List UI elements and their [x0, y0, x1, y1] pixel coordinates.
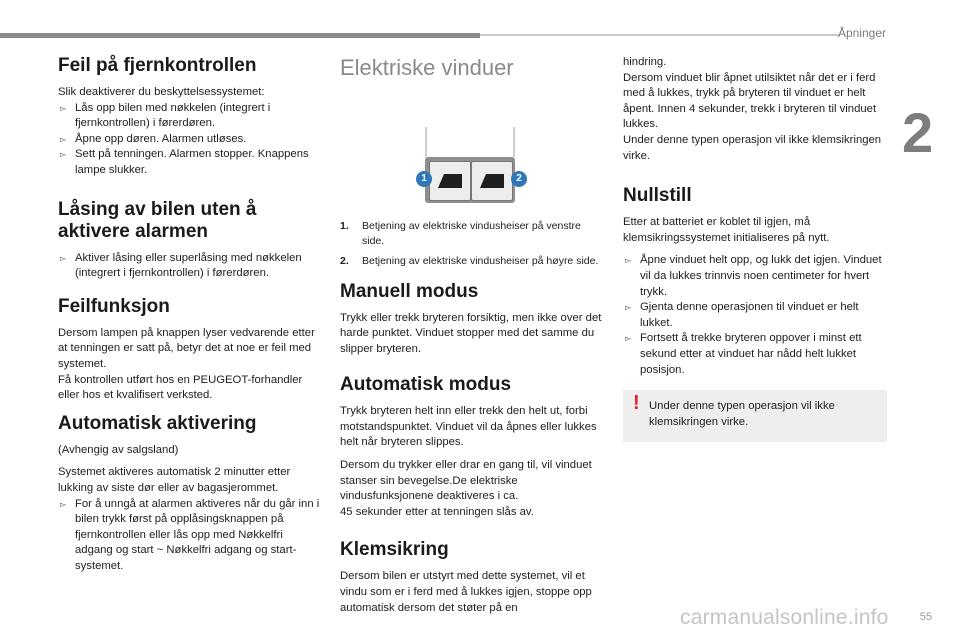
column-left: [58, 55, 320, 574]
door-trim-line: [513, 127, 515, 157]
numbered-item: [340, 254, 602, 269]
bullet-item: ▻ Fortsett å trekke bryteren oppover i minst ett sekund etter at vinduet har nådd helt lukket posisjon.: [623, 331, 887, 378]
reopen-note: Under denne typen operasjon vil ikke klemsikringen virke.: [623, 133, 882, 162]
bullet-item: ▻ Lås opp bilen med nøkkelen (integrert i fjernkontrollen) i førerdøren.: [58, 101, 320, 132]
item-text: Betjening av elektriske vindusheiser på høyre side.: [362, 255, 599, 267]
malfunction-text: Dersom lampen på knappen lyser vedvarende etter at tenningen er satt på, betyr det at noe er feil med systemet.: [58, 326, 315, 370]
column-right: [623, 55, 887, 442]
auto-activation-note: (Avhengig av salgsland): [58, 443, 179, 456]
warning-icon: !: [633, 392, 640, 415]
header-rule-dark: [0, 33, 480, 38]
heading-malfunction: Feilfunksjon: [58, 295, 170, 317]
numbered-item: [340, 219, 602, 248]
heading-reset: Nullstill: [623, 185, 692, 207]
callout-1: 1: [416, 171, 432, 187]
heading-electric-windows: Elektriske vinduer: [340, 55, 514, 80]
bullet-item: ▻ Aktiver låsing eller superlåsing med nøkkelen (integrert i fjernkontrollen) i førerdøren.: [58, 251, 320, 282]
page-number: 55: [919, 611, 932, 623]
automatic-mode-text-2: Dersom du trykker eller drar en gang til, vil vinduet stanser sin bevegelse.De elektriske vindusfunksjonene deaktiveres i ca.: [340, 459, 592, 503]
left-window-switch-icon: [429, 161, 471, 201]
heading-auto-activation: Automatisk aktivering: [58, 412, 257, 434]
section-header: Åpninger: [837, 26, 886, 40]
anti-pinch-text: Dersom bilen er utstyrt med dette systemet, vil et vindu som er i ferd med å lukkes igjen, stoppe opp automatisk dersom det støter på en: [340, 570, 592, 614]
column-middle: [340, 55, 602, 623]
heading-remote-fault: Feil på fjernkontrollen: [58, 55, 257, 76]
automatic-mode-text: Trykk bryteren helt inn eller trekk den helt ut, forbi motstandspunktet. Vinduet vil da åpnes eller lukkes helt når bryteren slippes.: [340, 405, 597, 449]
window-switch-figure: [340, 91, 602, 187]
reset-text: Etter at batteriet er koblet til igjen, må klemsikringssystemet initialiseres på nytt.: [623, 216, 830, 244]
heading-manual-mode: Manuell modus: [340, 280, 479, 302]
header-rule-light: [480, 34, 840, 36]
auto-activation-text: Systemet aktiveres automatisk 2 minutter etter lukking av siste dør eller av bagasjerommet.: [58, 466, 291, 494]
item-number: 1.: [340, 220, 349, 232]
remote-fault-intro: Slik deaktiverer du beskyttelsessystemet:: [58, 86, 265, 98]
automatic-mode-text-3: 45 sekunder etter at tenningen slås av.: [340, 505, 534, 518]
item-number: 2.: [340, 255, 349, 267]
reopen-text: Dersom vinduet blir åpnet utilsiktet når det er i ferd med å lukkes, trykk på bryteren til vinduet er helt åpent. Innen 4 sekunder, trekk i bryteren til vinduet lukkes.: [623, 71, 877, 131]
manual-mode-text: Trykk eller trekk bryteren forsiktig, men ikke over det harde punktet. Vinduet stopper med det samme du slipper bryteren.: [340, 311, 602, 355]
continued-text: hindring.: [623, 56, 667, 68]
door-trim-line: [425, 127, 427, 157]
bullet-item: ▻ Sett på tenningen. Alarmen stopper. Knappens lampe slukker.: [58, 147, 320, 178]
bullet-item: ▻ For å unngå at alarmen aktiveres når du går inn i bilen trykk først på opplåsingsknappen på fjernkontrollen eller lås opp med Nøkkelfri adgang og start ~ Nøkkelfri adgang og start-systemet.: [58, 497, 320, 575]
warning-text: Under denne typen operasjon vil ikke klemsikringen virke.: [649, 400, 835, 428]
bullet-item: ▻ Åpne vinduet helt opp, og lukk det igjen. Vinduet vil da lukkes trinnvis noen centimeter for hvert trykk.: [623, 253, 887, 300]
callout-2: 2: [511, 171, 527, 187]
heading-automatic-mode: Automatisk modus: [340, 374, 512, 396]
watermark: carmanualsonline.info: [680, 606, 889, 629]
item-text: Betjening av elektriske vindusheiser på venstre side.: [362, 220, 581, 247]
right-window-switch-icon: [471, 161, 513, 201]
heading-anti-pinch: Klemsikring: [340, 539, 449, 561]
bullet-item: ▻ Gjenta denne operasjonen til vinduet er helt lukket.: [623, 300, 887, 331]
heading-lock-without-alarm: Låsing av bilen uten å aktivere alarmen: [58, 198, 257, 242]
bullet-item: ▻ Åpne opp døren. Alarmen utløses.: [58, 132, 320, 148]
warning-box: [623, 390, 887, 442]
chapter-number: 2: [902, 101, 934, 164]
malfunction-text-2: Få kontrollen utført hos en PEUGEOT-forhandler eller hos et kvalifisert verksted.: [58, 373, 303, 402]
